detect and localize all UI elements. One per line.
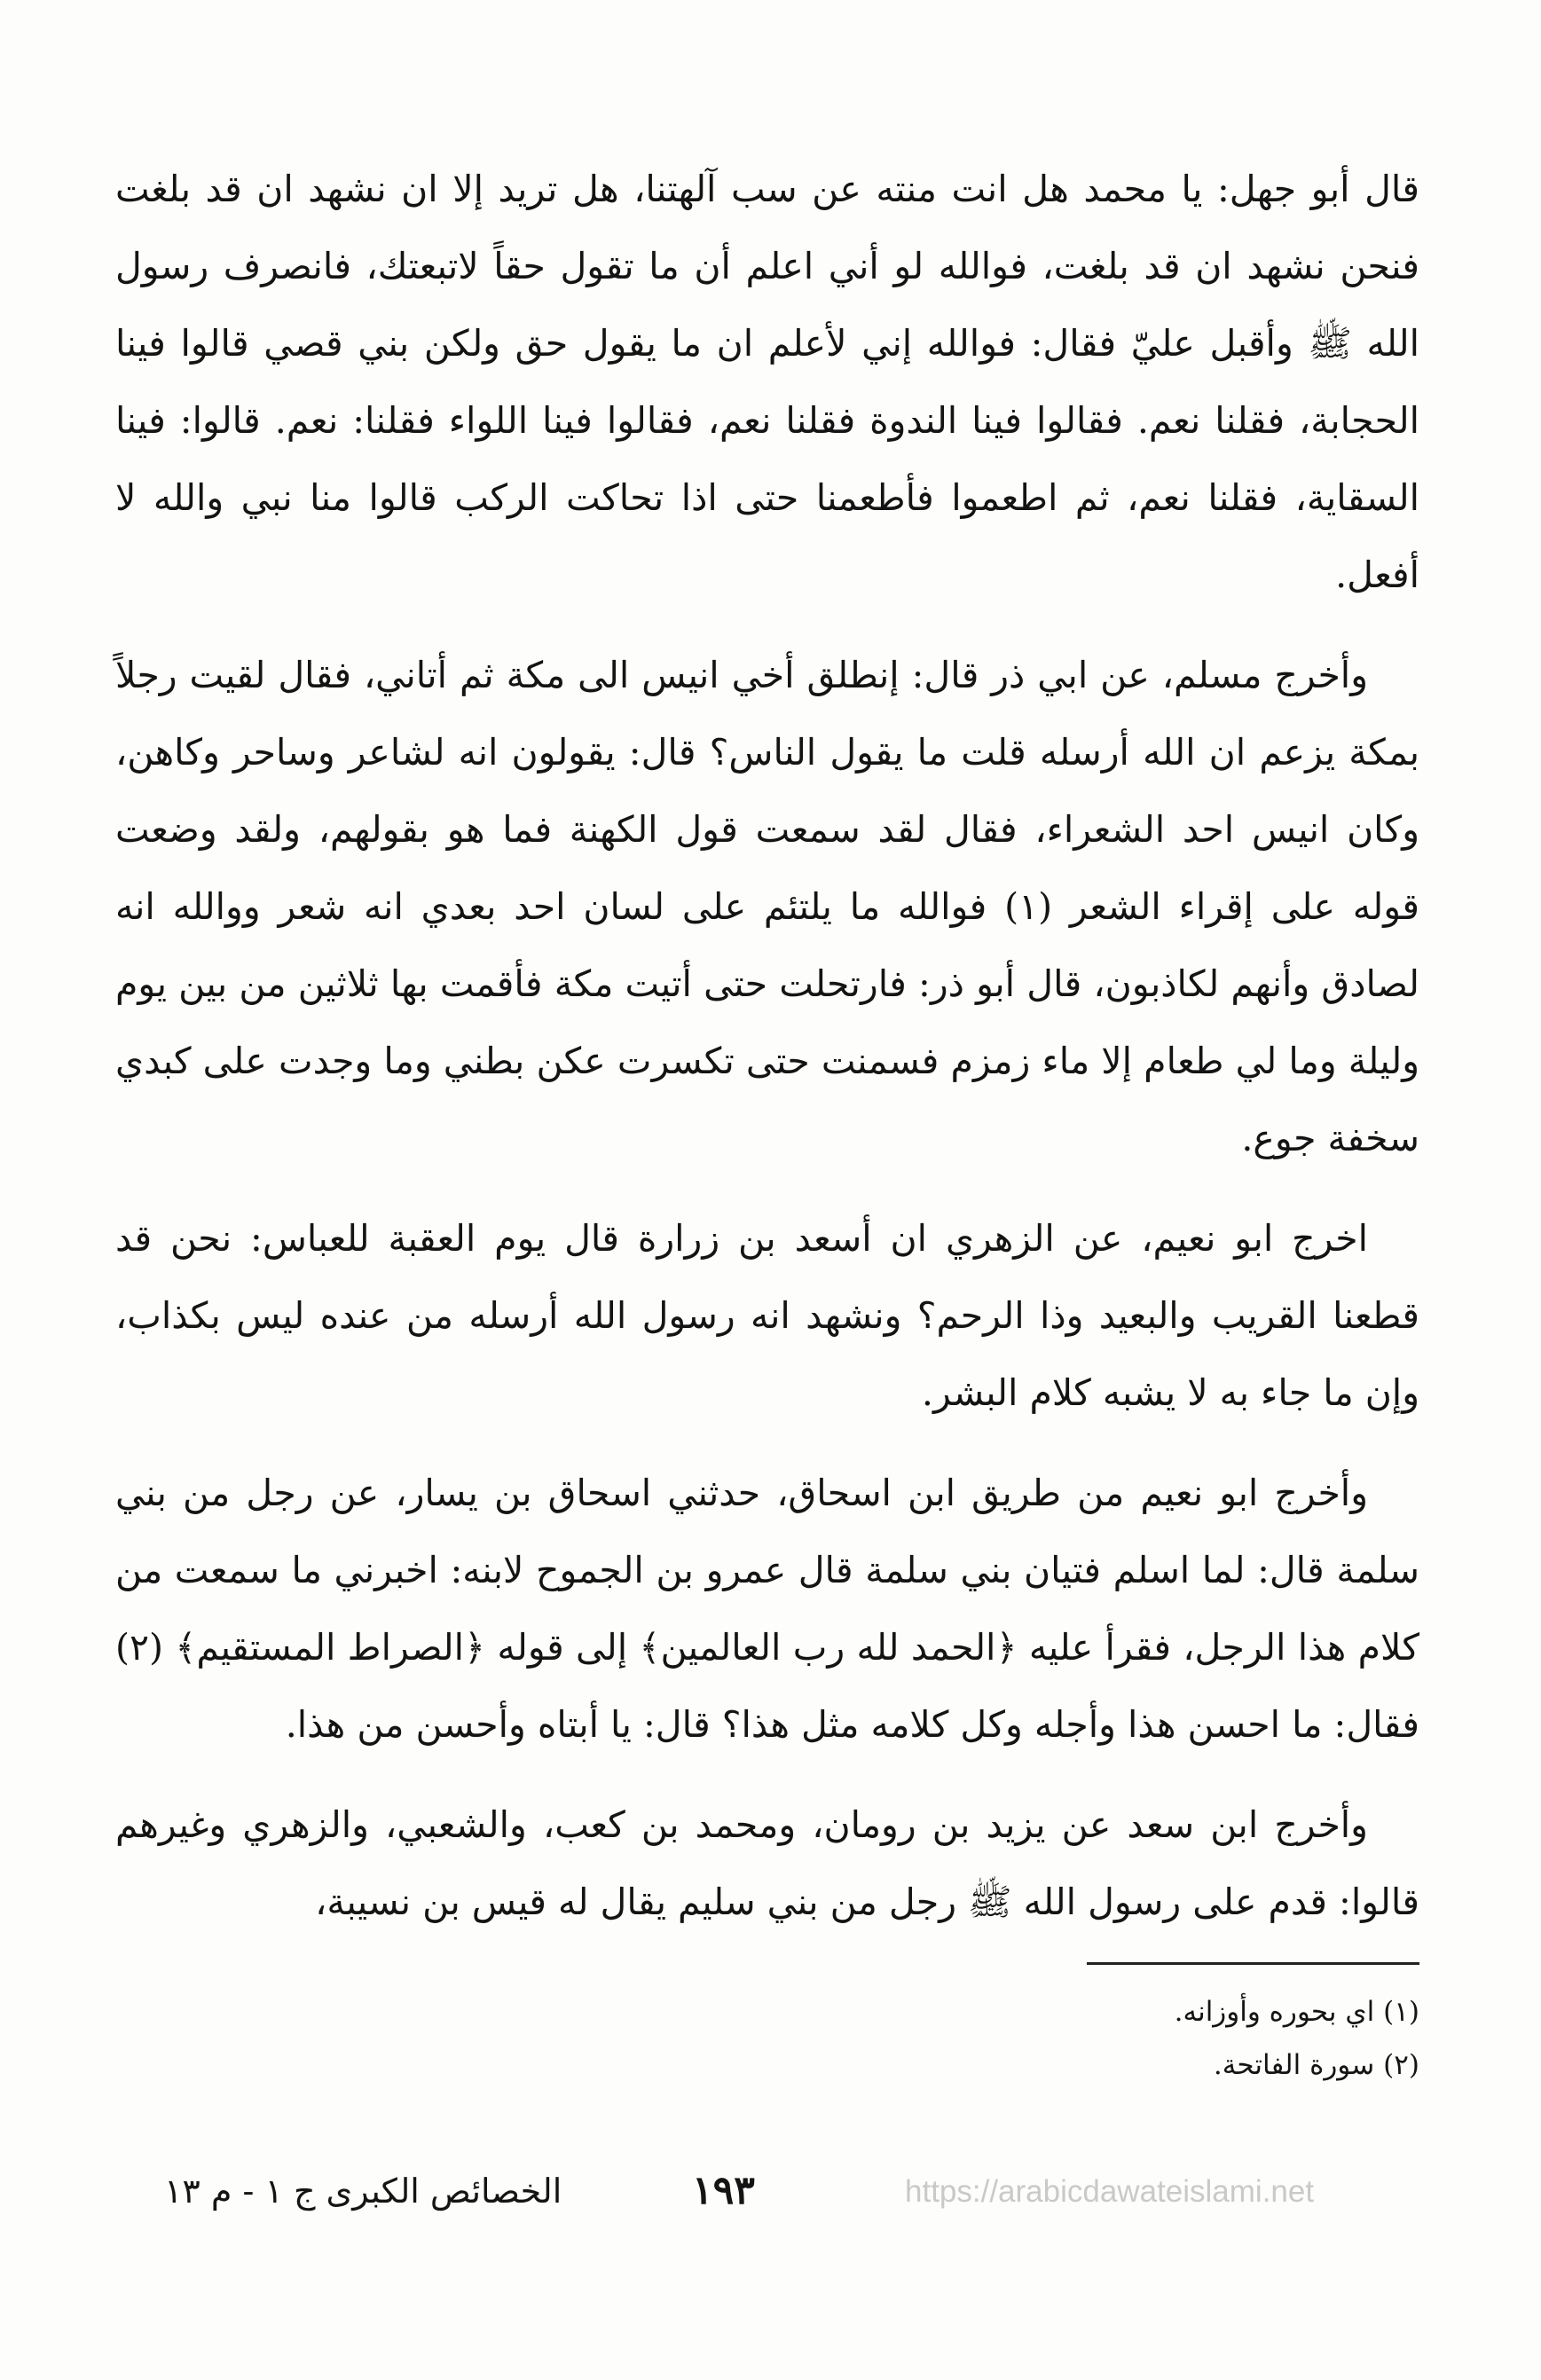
main-text bbox=[115, 151, 1419, 1964]
paragraph-4-text: وأخرج ابو نعيم من طريق ابن اسحاق، حدثني اسحاق بن يسار، عن رجل من بني سلمة قال: لما اسلم فتيان بني سلمة قال عمرو بن الجموح لابنه: اخبرني ما سمعت من كلام هذا الرجل، فقرأ عليه ﴿الحمد لله رب العالمين﴾ إلى قوله ﴿الصراط المستقيم﴾ (٢) فقال: ما احسن هذا وأجله وكل كلامه مثل هذا؟ قال: يا أبتاه وأحسن من هذا. bbox=[115, 1472, 1419, 1746]
footnote-2: (٢) سورة الفاتحة. bbox=[1213, 2049, 1419, 2081]
footnotes bbox=[621, 1985, 1419, 2092]
paragraph-2 bbox=[115, 637, 1419, 1177]
paragraph-5 bbox=[115, 1787, 1419, 1941]
paragraph-3 bbox=[115, 1200, 1419, 1432]
paragraph-3-text: اخرج ابو نعيم، عن الزهري ان أسعد بن زرارة قال يوم العقبة للعباس: نحن قد قطعنا القريب والبعيد وذا الرحم؟ ونشهد انه رسول الله أرسله من عنده ليس بكذاب، وإن ما جاء به لا يشبه كلام البشر. bbox=[115, 1217, 1419, 1414]
paragraph-5-text: وأخرج ابن سعد عن يزيد بن رومان، ومحمد بن كعب، والشعبي، والزهري وغيرهم قالوا: قدم على رسول الله ﷺ رجل من بني سليم يقال له قيس بن نسيبة، bbox=[115, 1803, 1419, 1923]
paragraph-1: قال أبو جهل: يا محمد هل انت منته عن سب آلهتنا، هل تريد إلا ان نشهد ان قد بلغت فنحن نشهد ان قد بلغت، فوالله لو أني اعلم أن ما تقول حقاً لاتبعتك، فانصرف رسول الله ﷺ وأقبل عليّ فقال: فوالله إني لأعلم ان ما يقول حق ولكن بني قصي قالوا فينا الحجابة، فقلنا نعم. فقالوا فينا الندوة فقلنا نعم، فقالوا فينا اللواء فقلنا: نعم. قالوا: فينا السقاية، فقلنا نعم، ثم اطعموا فأطعمنا حتى اذا تحاكت الركب قالوا منا نبي والله لا أفعل. bbox=[115, 168, 1419, 596]
page-number: ١٩٣ bbox=[692, 2168, 755, 2213]
footnote-divider bbox=[1087, 1962, 1419, 1965]
page-footer bbox=[115, 2164, 1419, 2235]
running-footer-title: الخصائص الكبرى ج ١ - م ١٣ bbox=[164, 2172, 562, 2211]
paragraph-4 bbox=[115, 1455, 1419, 1763]
watermark-url: https://arabicdawateislami.net bbox=[905, 2174, 1315, 2209]
paragraph-2-text: وأخرج مسلم، عن ابي ذر قال: إنطلق أخي انيس الى مكة ثم أتاني، فقال لقيت رجلاً بمكة يزعم ان الله أرسله قلت ما يقول الناس؟ قال: يقولون انه لشاعر وساحر وكاهن، وكان انيس احد الشعراء، فقال لقد سمعت قول الكهنة فما هو بقولهم، ولقد وضعت قوله على إقراء الشعر (١) فوالله ما يلتئم على لسان احد بعدي انه شعر ووالله انه لصادق وأنهم لكاذبون، قال أبو ذر: فارتحلت حتى أتيت مكة فأقمت بها ثلاثين من بين يوم وليلة وما لي طعام إلا ماء زمزم فسمنت حتى تكسرت عكن بطني وما وجدت على كبدي سخفة جوع. bbox=[115, 654, 1419, 1159]
footnote-1: (١) اي بحوره وأوزانه. bbox=[1174, 1996, 1419, 2028]
